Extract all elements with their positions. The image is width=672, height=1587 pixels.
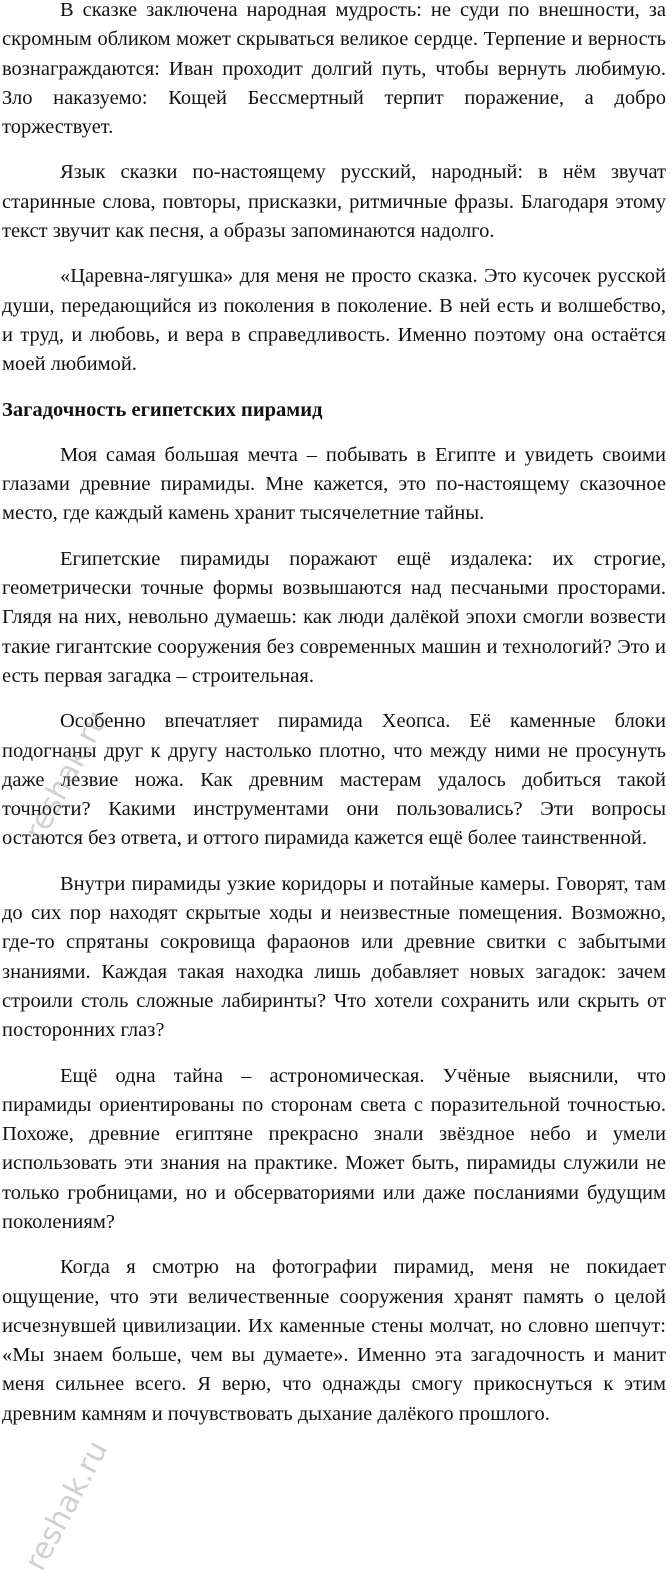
paragraph-pyramids-astronomy: Ещё одна тайна – астрономическая. Учёные выяснили, что пирамиды ориентированы по сторонам света с поразительной точностью. Похоже, древние египтяне прекрасно знали звёздное небо и умели использовать эти знания на практике. Может быть, пирамиды служили не только гробницами, но и обсерваториями или даже посланиями будущим поколениям? <box>2 1064 666 1233</box>
paragraph-pyramids-conclusion: Когда я смотрю на фотографии пирамид, меня не покидает ощущение, что эти величественные сооружения хранят память о целой исчезнувшей цивилизации. Их каменные стены молчат, но словно шепчут: «Мы знаем больше, чем вы думаете». Именно эта загадочность и манит меня сильнее всего. Я верю, что однажды смогу прикоснуться к этим древним камням и почувствовать дыхание далёкого прошлого. <box>2 1256 666 1425</box>
watermark-logo: reshak.ru <box>18 705 116 847</box>
paragraph-pyramids-dream: Моя самая большая мечта – побывать в Египте и увидеть своими глазами древние пирамиды. Мне кажется, это по-настоящему сказочное место, где каждый камень хранит тысячелетние тайны. <box>2 443 666 525</box>
paragraph-fairytale-conclusion: «Царевна-лягушка» для меня не просто сказка. Это кусочек русской души, передающийся из поколения в поколение. В ней есть и волшебство, и труд, и любовь, и вера в справедливость. Именно поэтому она остаётся моей любимой. <box>2 265 666 376</box>
watermark-logo: reshak.ru <box>18 1435 116 1577</box>
section-heading: Загадочность египетских пирамид <box>2 398 323 421</box>
paragraph-pyramids-inside: Внутри пирамиды узкие коридоры и потайные камеры. Говорят, там до сих пор находят скрытые ходы и неизвестные помещения. Возможно, где-то спрятаны сокровища фараонов или древние свитки с забытыми знаниями. Каждая такая находка лишь добавляет новых загадок: зачем строили столь сложные лабиринты? Что хотели сохранить или скрыть от посторонних глаз? <box>2 872 666 1042</box>
paragraph-fairytale-wisdom: В сказке заключена народная мудрость: не суди по внешности, за скромным обликом может скрываться великое сердце. Терпение и верность вознаграждаются: Иван проходит долгий путь, чтобы вернуть любимую. Зло наказуемо: Кощей Бессмертный терпит поражение, а добро торжествует. <box>2 0 666 139</box>
paragraph-pyramids-cheops: Особенно впечатляет пирамида Хеопса. Её каменные блоки подогнаны друг к другу настолько плотно, что между ними не просунуть даже лезвие ножа. Как древним мастерам удалось добиться такой точности? Какими инструментами они пользовались? Эти вопросы остаются без ответа, и оттого пирамида кажется ещё более таинственной. <box>2 710 666 850</box>
paragraph-pyramids-construction: Египетские пирамиды поражают ещё издалека: их строгие, геометрически точные формы возвышаются над песчаными просторами. Глядя на них, невольно думаешь: как люди далёкой эпохи смогли возвести такие гигантские сооружения без современных машин и технологий? Это и есть первая загадка – строительная. <box>2 547 666 687</box>
paragraph-fairytale-language: Язык сказки по-настоящему русский, народный: в нём звучат старинные слова, повторы, присказки, ритмичные фразы. Благодаря этому текст звучит как песня, а образы запоминаются надолго. <box>2 161 666 243</box>
